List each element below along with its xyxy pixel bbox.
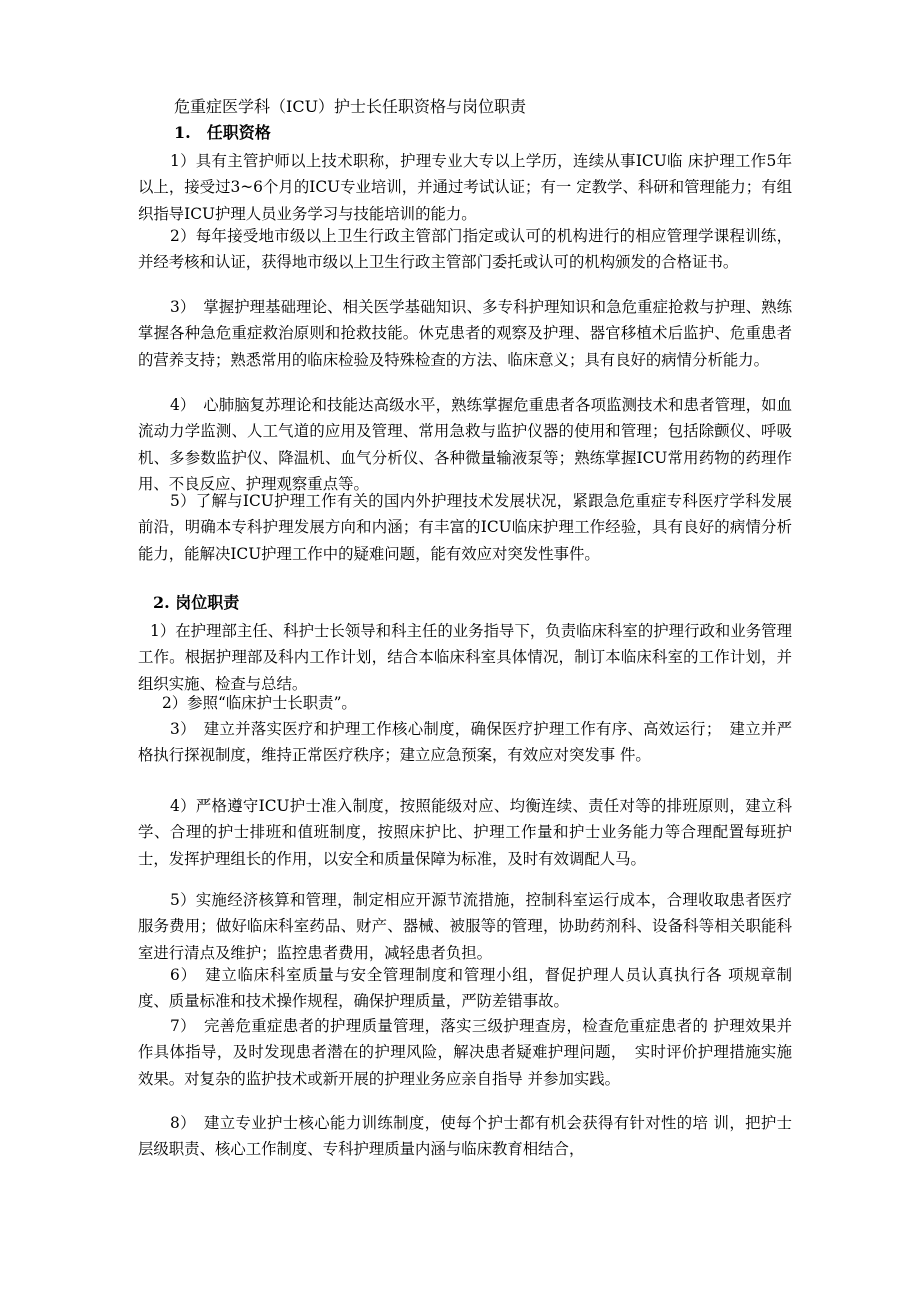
qualification-paragraph-3: 3） 掌握护理基础理论、相关医学基础知识、多专科护理知识和急危重症抢救与护理、熟练掌握各种急危重症救治原则和抢救技能。休克患者的观察及护理、器官移植术后监护、危重患者的营养支持；熟悉常用的临床检验及特殊检查的方法、临床意义；具有良好的病情分析能力。 (138, 298, 792, 369)
duty-paragraph-4: 4）严格遵守ICU护士准入制度，按照能级对应、均衡连续、责任对等的排班原则，建立科学、合理的护士排班和值班制度，按照床护比、护理工作量和护士业务能力等合理配置每班护士，发挥护理组长的作用，以安全和质量保障为标准，及时有效调配人马。 (138, 797, 792, 868)
duty-paragraph-3: 3） 建立并落实医疗和护理工作核心制度，确保医疗护理工作有序、高效运行； 建立并严格执行探视制度，维持正常医疗秩序；建立应急预案，有效应对突发事 件。 (138, 720, 792, 765)
qualification-paragraph-2: 2）每年接受地市级以上卫生行政主管部门指定或认可的机构进行的相应管理学课程训练，并经考核和认证，获得地市级以上卫生行政主管部门委托或认可的机构颁发的合格证书。 (138, 227, 792, 272)
duty-paragraph-7: 7） 完善危重症患者的护理质量管理，落实三级护理查房，检查危重症患者的 护理效果并作具体指导，及时发现患者潜在的护理风险，解决患者疑难护理问题， 实时评价护理措施实施效果。对复杂的监护技术或新开展的护理业务应亲自指导 并参加实践。 (138, 1017, 792, 1088)
document-title: 危重症医学科（ICU）护士长任职资格与岗位职责 (174, 97, 527, 116)
duty-paragraph-8: 8） 建立专业护士核心能力训练制度，使每个护士都有机会获得有针对性的培 训，把护士层级职责、核心工作制度、专科护理质量内涵与临床教育相结合， (138, 1114, 792, 1159)
duty-paragraph-2: 2）参照“临床护士长职责”。 (162, 694, 357, 712)
duty-paragraph-5: 5）实施经济核算和管理，制定相应开源节流措施，控制科室运行成本，合理收取患者医疗服务费用；做好临床科室药品、财产、器械、被服等的管理，协助药剂科、设备科等相关职能科室进行清点及维护；监控患者费用，减轻患者负担。 (138, 891, 792, 962)
qualification-paragraph-1: 1）具有主管护师以上技术职称，护理专业大专以上学历，连续从事ICU临 床护理工作5年以上，接受过3~6个月的ICU专业培训，并通过考试认证；有一 定教学、科研和管理能力；有组织指导ICU护理人员业务学习与技能培训的能力。 (138, 152, 792, 223)
section-heading-duties: 2. 岗位职责 (153, 593, 240, 612)
duty-paragraph-6: 6） 建立临床科室质量与安全管理制度和管理小组，督促护理人员认真执行各 项规章制度、质量标准和技术操作规程，确保护理质量，严防差错事故。 (138, 966, 792, 1011)
duty-paragraph-1: 1）在护理部主任、科护士长领导和科主任的业务指导下，负责临床科室的护理行政和业务管理工作。根据护理部及科内工作计划，结合本临床科室具体情况，制订本临床科室的工作计划，并组织实施、检查与总结。 (138, 622, 792, 693)
qualification-paragraph-4: 4） 心肺脑复苏理论和技能达高级水平，熟练掌握危重患者各项监测技术和患者管理，如血流动力学监测、人工气道的应用及管理、常用急救与监护仪器的使用和管理；包括除颤仪、呼吸机、多参数监护仪、降温机、血气分析仪、各种微量输液泵等；熟练掌握ICU常用药物的药理作用、不良反应、护理观察重点等。 (138, 396, 792, 494)
section-heading-qualifications: 1. 任职资格 (174, 123, 271, 142)
qualification-paragraph-5: 5）了解与ICU护理工作有关的国内外护理技术发展状况，紧跟急危重症专科医疗学科发展前沿，明确本专科护理发展方向和内涵；有丰富的ICU临床护理工作经验，具有良好的病情分析能力，能解决ICU护理工作中的疑难问题，能有效应对突发性事件。 (138, 492, 792, 563)
